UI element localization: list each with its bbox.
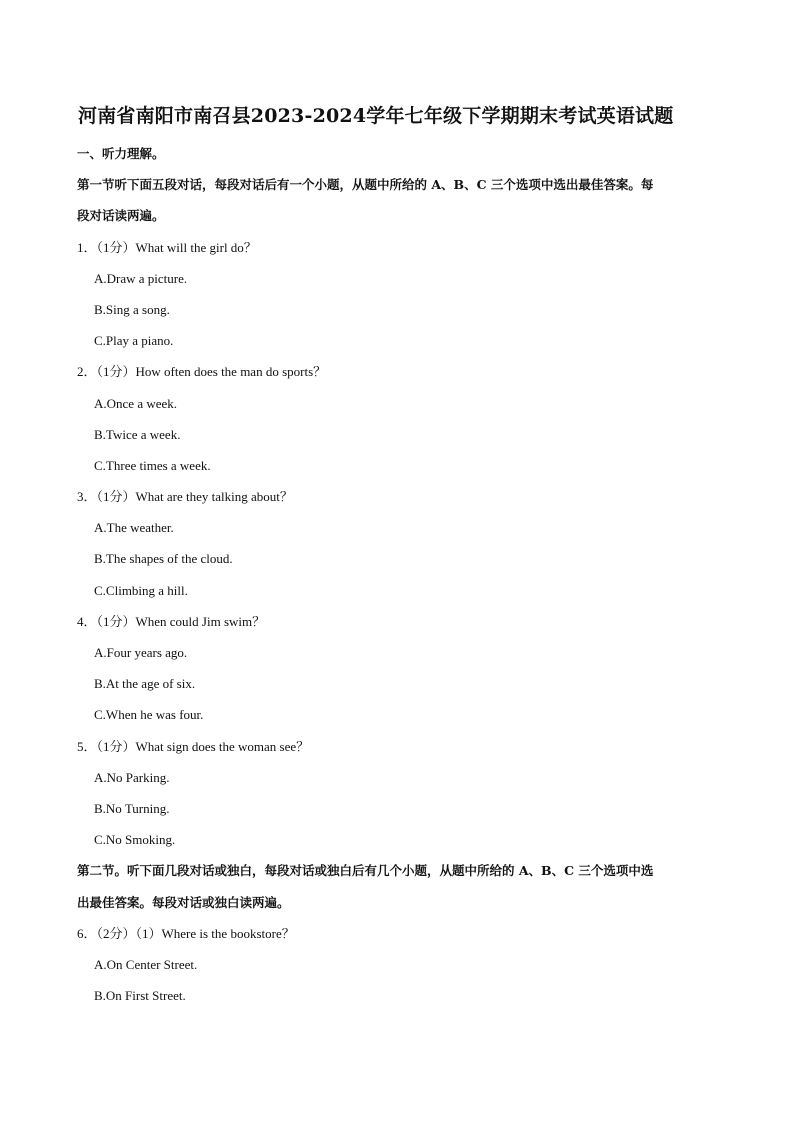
- question-1-option-a: A.Draw a picture.: [94, 270, 188, 286]
- question-4-stem: 4．（1分）When could Jim swim？: [77, 613, 266, 629]
- question-5-option-a: A.No Parking.: [94, 769, 170, 785]
- question-5-option-b: B.No Turning.: [94, 800, 170, 816]
- question-6-option-b: B.On First Street.: [94, 988, 186, 1004]
- question-1-option-b: B.Sing a song.: [94, 301, 170, 317]
- question-4-option-a: A.Four years ago.: [94, 645, 188, 660]
- part1-instruction-line-1: 第一节听下面五段对话，每段对话后有一个小题，从题中所给的 A、B、C 三个选项中选出最佳答案。每: [77, 177, 654, 193]
- question-1-option-c: C.Play a piano.: [94, 333, 174, 349]
- exam-content: [77, 138, 721, 1011]
- question-3-option-b: B.The shapes of the cloud.: [94, 551, 233, 567]
- part2-instruction-line-1: 第二节。听下面几段对话或独白，每段对话或独白后有几个小题，从题中所给的 A、B、C 三个选项中选: [77, 863, 654, 879]
- question-4-option-c: C.When he was four.: [94, 707, 204, 723]
- question-2-stem: 2．（1分）How often does the man do sports？: [77, 364, 327, 380]
- question-4-option-b: B.At the age of six.: [94, 676, 196, 692]
- question-2-option-b: B.Twice a week.: [94, 426, 181, 442]
- question-5-stem: 5．（1分）What sign does the woman see？: [77, 738, 310, 754]
- question-5-option-c: C.No Smoking.: [94, 832, 176, 848]
- question-2-option-c: C.Three times a week.: [94, 457, 211, 473]
- section-heading: 一、听力理解。: [77, 146, 165, 161]
- question-3-option-c: C.Climbing a hill.: [94, 582, 188, 598]
- exam-title: 河南省南阳市南召县2023-2024学年七年级下学期期末考试英语试题: [78, 105, 674, 127]
- question-6-stem: 6．（2分）（1）Where is the bookstore？: [77, 925, 295, 941]
- question-1-stem: 1．（1分）What will the girl do？: [77, 239, 257, 255]
- part2-instruction-line-2: 出最佳答案。每段对话或独白读两遍。: [77, 894, 290, 910]
- question-6-option-a: A.On Center Street.: [94, 956, 198, 972]
- question-2-option-a: A.Once a week.: [94, 395, 178, 411]
- question-3-option-a: A.The weather.: [94, 520, 174, 536]
- question-3-stem: 3．（1分）What are they talking about？: [77, 489, 293, 505]
- part1-instruction-line-2: 段对话读两遍。: [77, 208, 165, 224]
